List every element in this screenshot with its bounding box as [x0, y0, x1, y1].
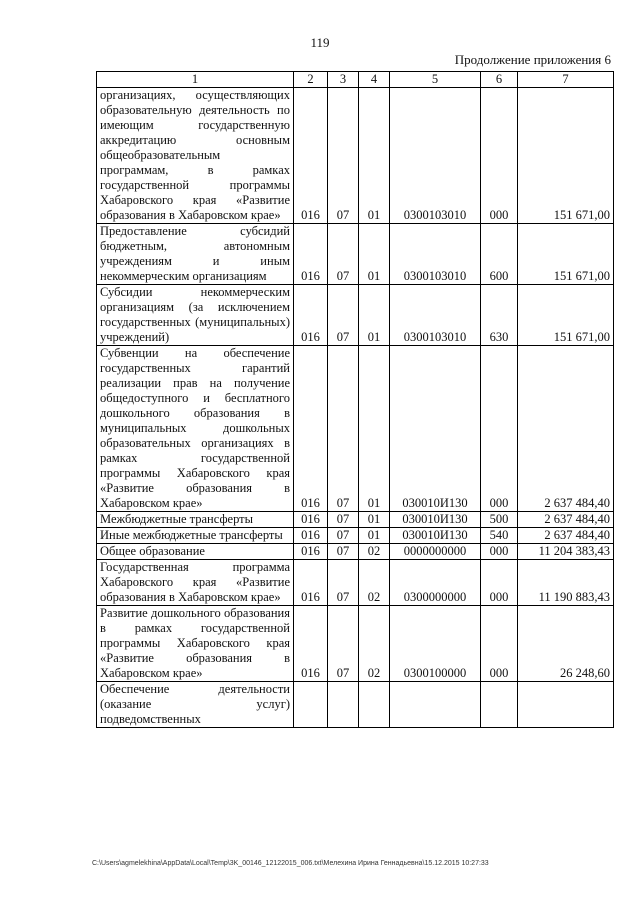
ministry-code-cell: 016 — [294, 88, 328, 224]
subsection-code-cell: 02 — [359, 544, 390, 560]
amount-cell: 2 637 484,40 — [518, 512, 614, 528]
row-name-cell: Развитие дошкольного образования в рамках государственной программы Хабаровского края «Развитие образования в Хабаровском крае» — [97, 606, 294, 682]
column-header: 7 — [518, 72, 614, 88]
ministry-code-cell: 016 — [294, 512, 328, 528]
expense-type-cell: 000 — [481, 88, 518, 224]
amount-cell: 2 637 484,40 — [518, 346, 614, 512]
column-header: 5 — [390, 72, 481, 88]
amount-cell: 11 204 383,43 — [518, 544, 614, 560]
ministry-code-cell: 016 — [294, 285, 328, 346]
ministry-code-cell: 016 — [294, 560, 328, 606]
ministry-code-cell: 016 — [294, 346, 328, 512]
table-row — [97, 560, 614, 606]
section-code-cell: 07 — [328, 606, 359, 682]
ministry-code-cell: 016 — [294, 544, 328, 560]
subsection-code-cell: 01 — [359, 224, 390, 285]
row-name-cell: Государственная программа Хабаровского края «Развитие образования в Хабаровском крае» — [97, 560, 294, 606]
table-row — [97, 528, 614, 544]
column-header: 6 — [481, 72, 518, 88]
table-row — [97, 224, 614, 285]
table-row — [97, 606, 614, 682]
amount-cell: 151 671,00 — [518, 88, 614, 224]
expense-type-cell: 630 — [481, 285, 518, 346]
amount-cell: 151 671,00 — [518, 224, 614, 285]
amount-cell: 151 671,00 — [518, 285, 614, 346]
ministry-code-cell — [294, 682, 328, 728]
target-article-cell: 0300100000 — [390, 606, 481, 682]
section-code-cell — [328, 682, 359, 728]
subsection-code-cell: 01 — [359, 512, 390, 528]
expense-type-cell: 600 — [481, 224, 518, 285]
amount-cell: 2 637 484,40 — [518, 528, 614, 544]
target-article-cell: 0000000000 — [390, 544, 481, 560]
column-header: 3 — [328, 72, 359, 88]
row-name-cell: Предоставление субсидий бюджетным, автономным учреждениям и иным некоммерческим организациям — [97, 224, 294, 285]
section-code-cell: 07 — [328, 512, 359, 528]
table-row — [97, 88, 614, 224]
column-header: 4 — [359, 72, 390, 88]
subsection-code-cell: 02 — [359, 560, 390, 606]
section-code-cell: 07 — [328, 346, 359, 512]
target-article-cell: 0300103010 — [390, 285, 481, 346]
table-row — [97, 512, 614, 528]
row-name-cell: Иные межбюджетные трансферты — [97, 528, 294, 544]
ministry-code-cell: 016 — [294, 528, 328, 544]
target-article-cell: 0300103010 — [390, 224, 481, 285]
amount-cell: 11 190 883,43 — [518, 560, 614, 606]
expense-type-cell: 000 — [481, 346, 518, 512]
continuation-label: Продолжение приложения 6 — [454, 52, 611, 67]
row-name-cell: организациях, осуществляющих образовательную деятельность по имеющим государственную аккредитацию основным общеобразовательным программам, в рамках государственной программы Хабаровского края «Развитие образования в Хабаровском крае» — [97, 88, 294, 224]
expense-type-cell: 500 — [481, 512, 518, 528]
target-article-cell: 0300103010 — [390, 88, 481, 224]
column-header: 2 — [294, 72, 328, 88]
target-article-cell: 030010И130 — [390, 512, 481, 528]
section-code-cell: 07 — [328, 544, 359, 560]
target-article-cell: 030010И130 — [390, 346, 481, 512]
subsection-code-cell: 01 — [359, 346, 390, 512]
table-row — [97, 544, 614, 560]
budget-table — [96, 71, 614, 728]
section-code-cell: 07 — [328, 224, 359, 285]
target-article-cell: 030010И130 — [390, 528, 481, 544]
row-name-cell: Субвенции на обеспечение государственных гарантий реализации прав на получение общедоступного и бесплатного дошкольного образования в муниципальных дошкольных образовательных организациях в рамках государственной программы Хабаровского края «Развитие образования в Хабаровском крае» — [97, 346, 294, 512]
subsection-code-cell: 01 — [359, 528, 390, 544]
expense-type-cell: 000 — [481, 606, 518, 682]
column-header: 1 — [97, 72, 294, 88]
subsection-code-cell — [359, 682, 390, 728]
amount-cell — [518, 682, 614, 728]
page-number: 119 — [310, 35, 330, 50]
row-name-cell: Межбюджетные трансферты — [97, 512, 294, 528]
row-name-cell: Обеспечение деятельности (оказание услуг) подведомственных — [97, 682, 294, 728]
table-row — [97, 346, 614, 512]
expense-type-cell: 000 — [481, 560, 518, 606]
ministry-code-cell: 016 — [294, 606, 328, 682]
amount-cell: 26 248,60 — [518, 606, 614, 682]
section-code-cell: 07 — [328, 528, 359, 544]
section-code-cell: 07 — [328, 560, 359, 606]
target-article-cell — [390, 682, 481, 728]
expense-type-cell — [481, 682, 518, 728]
section-code-cell: 07 — [328, 285, 359, 346]
ministry-code-cell: 016 — [294, 224, 328, 285]
row-name-cell: Общее образование — [97, 544, 294, 560]
subsection-code-cell: 02 — [359, 606, 390, 682]
subsection-code-cell: 01 — [359, 88, 390, 224]
table-row — [97, 285, 614, 346]
footer-file-path: C:\Users\agmelekhina\AppData\Local\Temp\3K_00146_12122015_006.txt\Мелехина Ирина Геннадьевна\15.12.2015 10:27:33 — [92, 860, 489, 867]
expense-type-cell: 540 — [481, 528, 518, 544]
table-header-row — [97, 72, 614, 88]
target-article-cell: 0300000000 — [390, 560, 481, 606]
subsection-code-cell: 01 — [359, 285, 390, 346]
expense-type-cell: 000 — [481, 544, 518, 560]
table-row — [97, 682, 614, 728]
section-code-cell: 07 — [328, 88, 359, 224]
row-name-cell: Субсидии некоммерческим организациям (за исключением государственных (муниципальных) учреждений) — [97, 285, 294, 346]
